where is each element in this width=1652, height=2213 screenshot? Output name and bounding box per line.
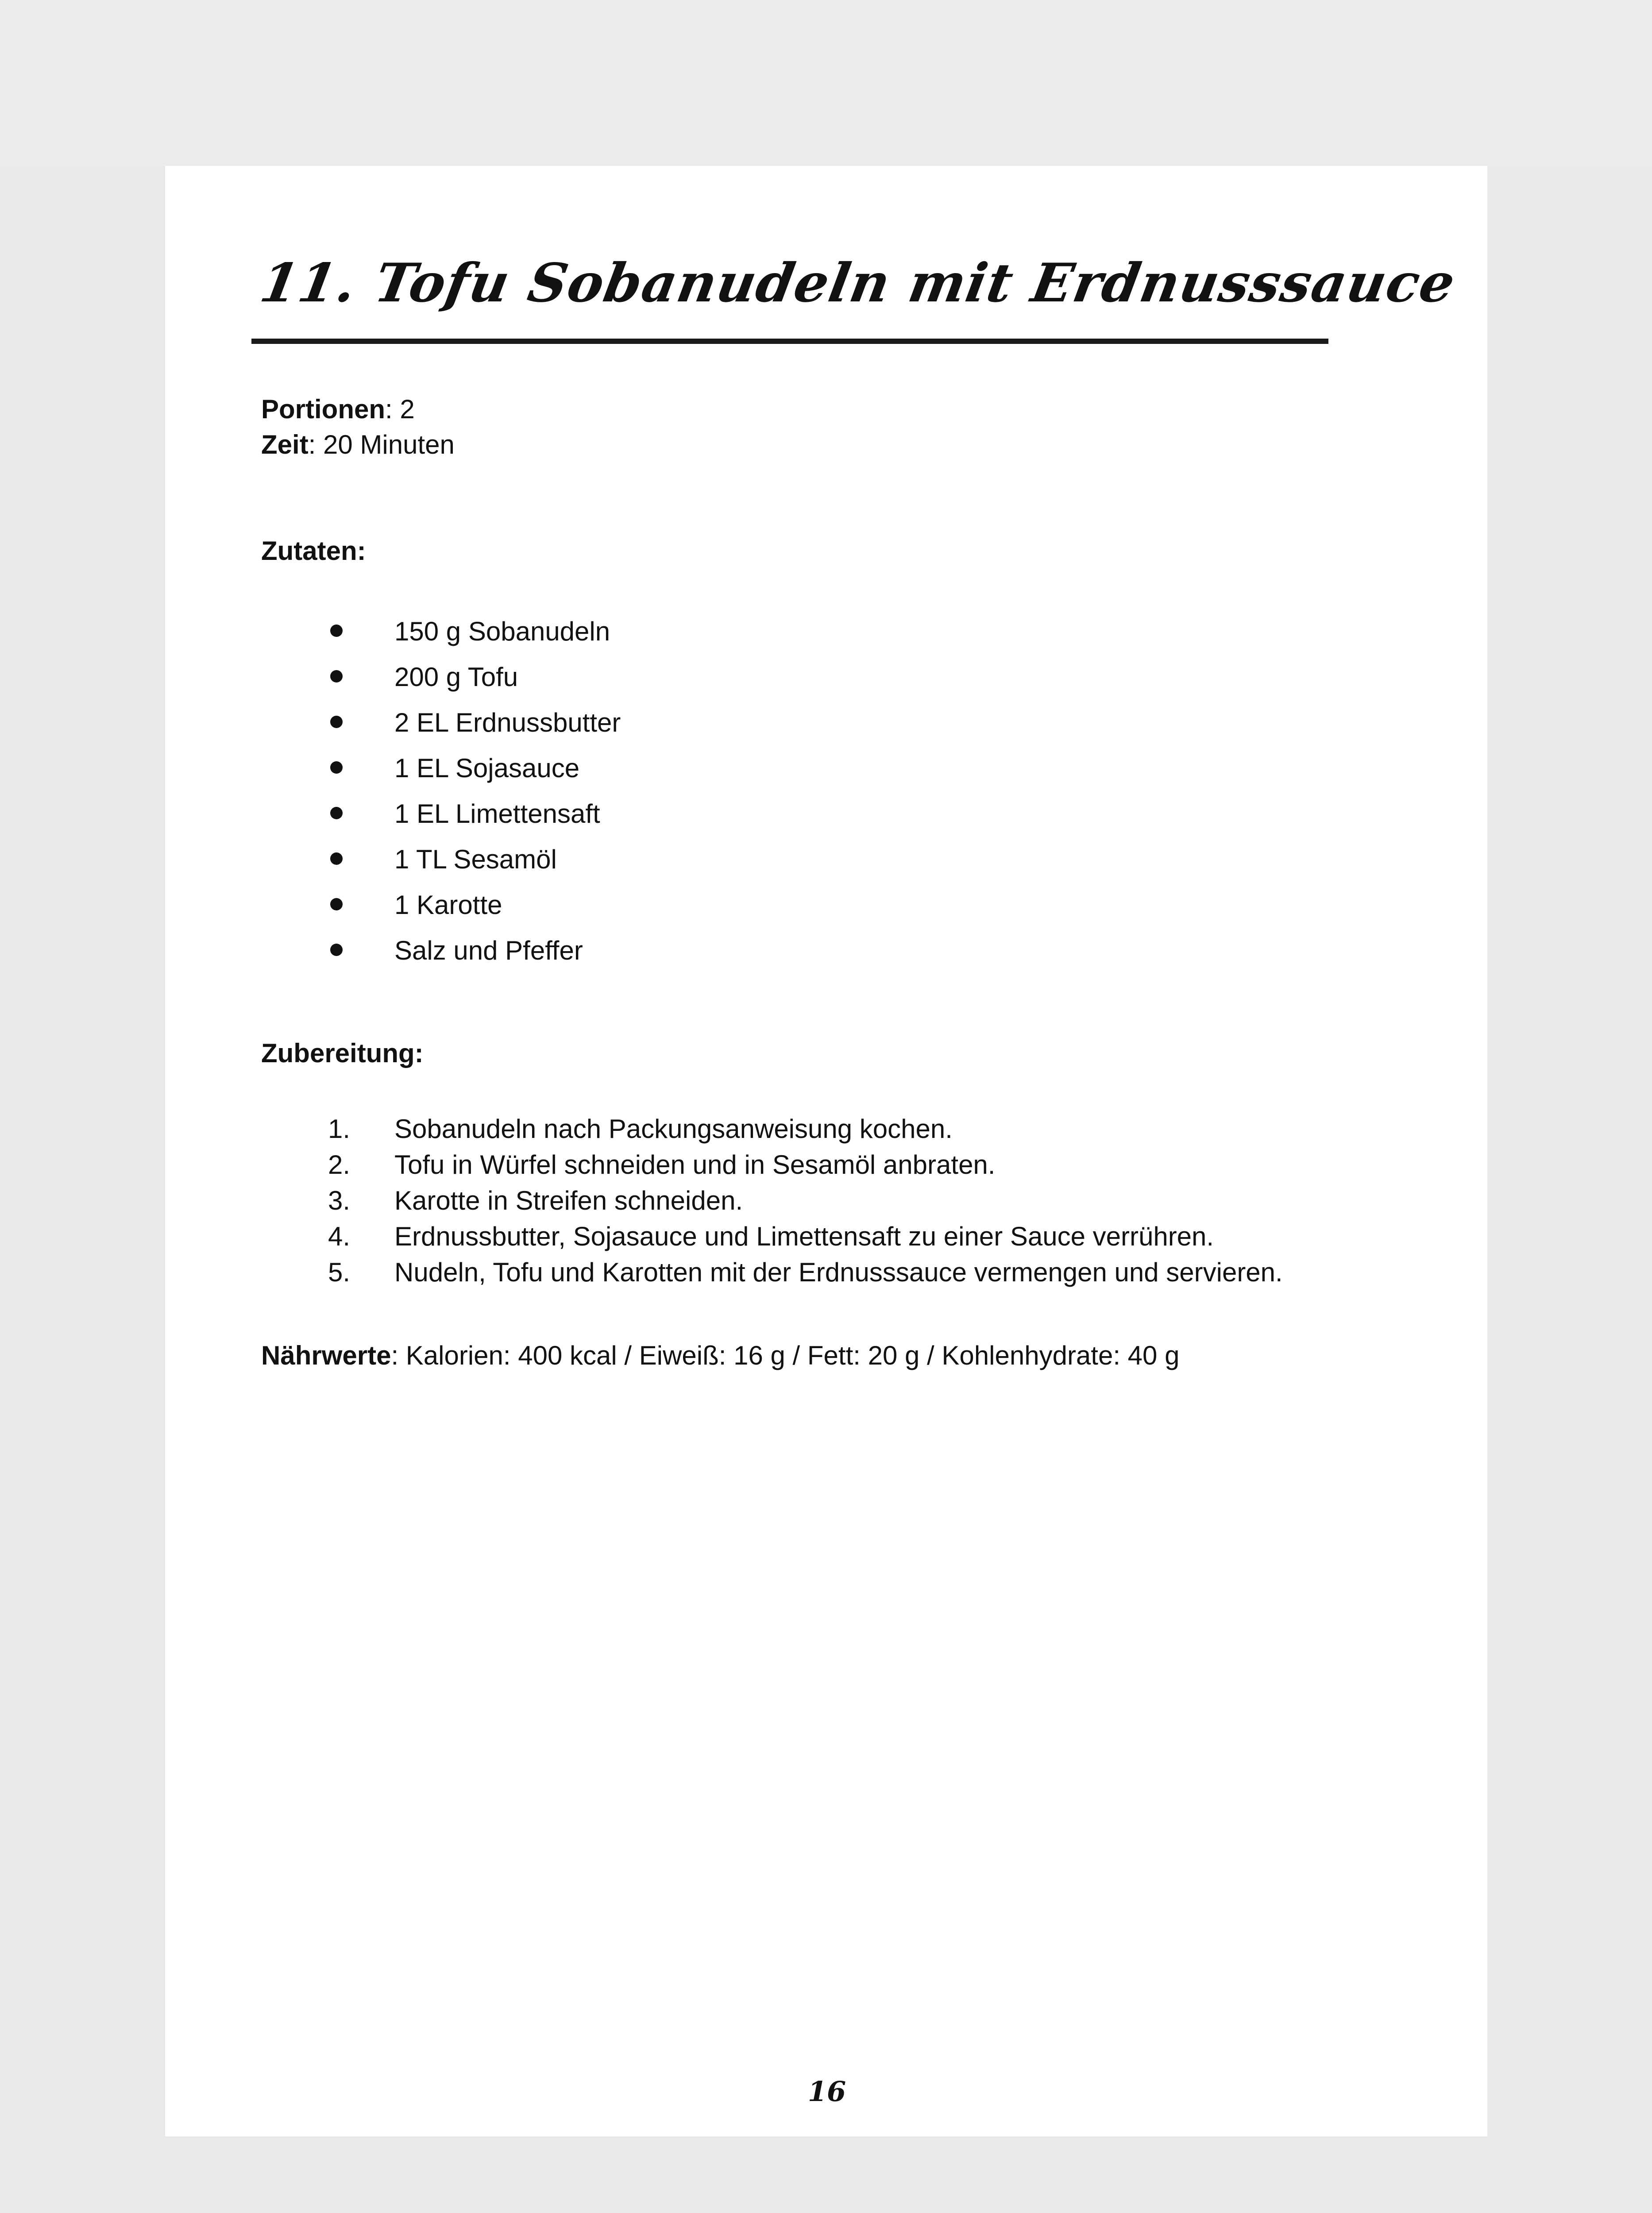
list-item [165, 791, 1487, 837]
step-text: Tofu in Würfel schneiden und in Sesamöl anbraten. [394, 1150, 996, 1180]
list-item [165, 745, 1487, 791]
step-item [165, 1254, 1487, 1290]
bullet-icon [330, 807, 343, 819]
nutrition-label: Nährwerte [261, 1341, 391, 1370]
list-item [165, 928, 1487, 973]
ingredient-text: 1 TL Sesamöl [394, 844, 557, 874]
ingredient-text: 150 g Sobanudeln [394, 617, 610, 646]
list-item [165, 654, 1487, 700]
servings-label: Portionen [261, 394, 385, 424]
bullet-icon [330, 898, 343, 910]
step-number: 3. [328, 1186, 351, 1215]
nutrition-value: : Kalorien: 400 kcal / Eiweiß: 16 g / Fett: 20 g / Kohlenhydrate: 40 g [391, 1341, 1180, 1370]
ingredients-list [165, 609, 1487, 973]
bullet-icon [330, 625, 343, 637]
list-item [165, 609, 1487, 654]
ingredient-text: 2 EL Erdnussbutter [394, 708, 621, 737]
step-number: 4. [328, 1222, 351, 1251]
viewer-top-band [0, 0, 1652, 166]
step-item [165, 1183, 1487, 1218]
bullet-icon [330, 716, 343, 728]
time-value: : 20 Minuten [308, 430, 455, 459]
ingredients-heading: Zutaten: [261, 536, 366, 566]
document-page [165, 166, 1487, 2136]
recipe-meta [261, 392, 455, 463]
step-item [165, 1218, 1487, 1254]
ingredient-text: 1 EL Sojasauce [394, 753, 580, 783]
ingredient-text: 1 EL Limettensaft [394, 799, 600, 829]
step-number: 5. [328, 1257, 351, 1287]
step-number: 1. [328, 1114, 351, 1144]
servings-line [261, 392, 455, 427]
step-text: Nudeln, Tofu und Karotten mit der Erdnusssauce vermengen und servieren. [394, 1257, 1283, 1287]
step-text: Erdnussbutter, Sojasauce und Limettensaft zu einer Sauce verrühren. [394, 1222, 1214, 1251]
servings-value: : 2 [385, 394, 415, 424]
time-label: Zeit [261, 430, 309, 459]
ingredient-text: 1 Karotte [394, 890, 502, 920]
step-number: 2. [328, 1150, 351, 1180]
title-underline [251, 339, 1328, 344]
ingredient-text: Salz und Pfeffer [394, 936, 583, 965]
nutrition-line [261, 1338, 1179, 1373]
preparation-steps [165, 1111, 1487, 1290]
step-item [165, 1111, 1487, 1147]
bullet-icon [330, 852, 343, 865]
list-item [165, 837, 1487, 882]
step-text: Sobanudeln nach Packungsanweisung kochen. [394, 1114, 953, 1144]
recipe-title: 11. Tofu Sobanudeln mit Erdnusssauce [255, 252, 1460, 314]
ingredient-text: 200 g Tofu [394, 662, 518, 692]
time-line [261, 427, 455, 463]
list-item [165, 700, 1487, 745]
page-number: 16 [807, 2075, 846, 2108]
bullet-icon [330, 761, 343, 774]
list-item [165, 882, 1487, 928]
bullet-icon [330, 944, 343, 956]
step-text: Karotte in Streifen schneiden. [394, 1186, 743, 1215]
step-item [165, 1147, 1487, 1183]
bullet-icon [330, 670, 343, 682]
preparation-heading: Zubereitung: [261, 1038, 424, 1068]
